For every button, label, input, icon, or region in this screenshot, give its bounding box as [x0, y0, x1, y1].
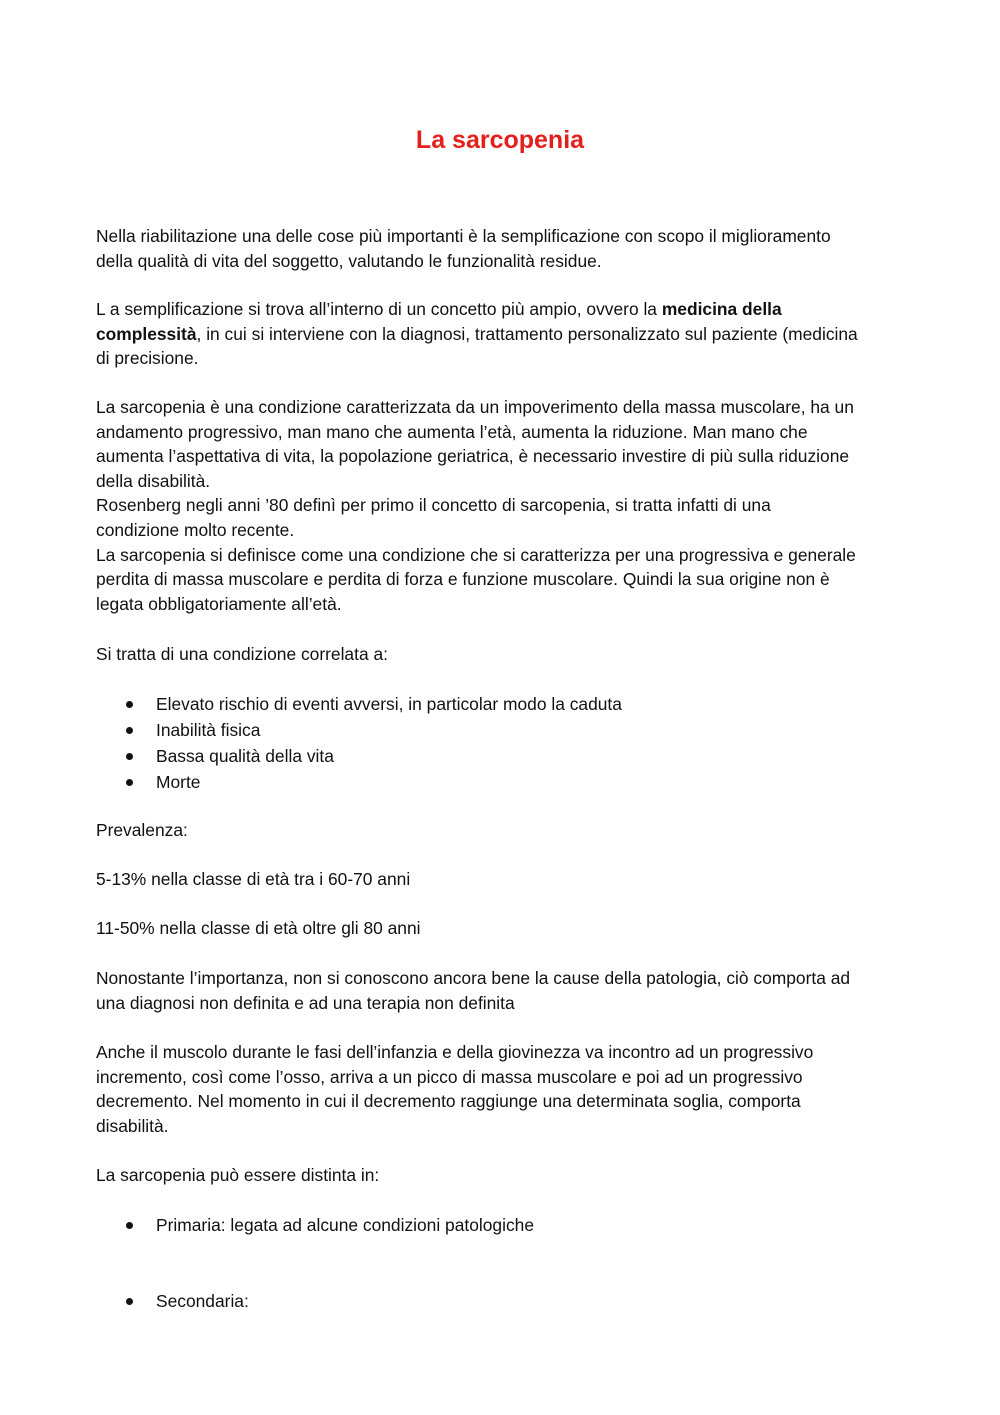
text-line: La sarcopenia è una condizione caratterizzata da un impoverimento della massa muscolare, ha un — [96, 397, 854, 417]
text-line: condizione molto recente. — [96, 519, 295, 540]
text-line: perdita di massa muscolare e perdita di forza e funzione muscolare. Quindi la sua origine non è — [96, 569, 830, 590]
list-item — [96, 718, 908, 743]
paragraph-definizione — [96, 395, 908, 616]
list-item-text: Secondaria: — [156, 1291, 249, 1311]
text-line: legata obbligatoriamente all’età. — [96, 593, 342, 614]
paragraph-muscolo — [96, 1040, 908, 1138]
bullet-icon — [126, 1298, 133, 1305]
list-item-text: Elevato rischio di eventi avversi, in particolar modo la caduta — [156, 694, 622, 714]
text-line: di precisione. — [96, 348, 199, 369]
bullet-icon — [126, 779, 133, 786]
text-line: Rosenberg negli anni ’80 definì per primo il concetto di sarcopenia, si tratta infatti di una — [96, 495, 771, 516]
text-line: della disabilità. — [96, 470, 211, 491]
prevalenza-label: Prevalenza: — [96, 820, 188, 840]
list-item-text: Primaria: legata ad alcune condizioni patologiche — [156, 1215, 535, 1235]
bullet-icon — [126, 753, 133, 760]
list-item — [96, 770, 908, 795]
list-item-text: Inabilità fisica — [156, 720, 261, 740]
prevalenza-line: 5-13% nella classe di età tra i 60-70 anni — [96, 869, 411, 889]
list-item — [96, 692, 908, 717]
text-line: decremento. Nel momento in cui il decremento raggiunge una determinata soglia, comporta — [96, 1091, 801, 1112]
text-line: Nonostante l’importanza, non si conoscono ancora bene la cause della patologia, ciò comporta ad — [96, 968, 851, 988]
text-line: incremento, così come l’osso, arriva a un picco di massa muscolare e poi ad un progressivo — [96, 1066, 803, 1087]
correlata-intro: Si tratta di una condizione correlata a: — [96, 644, 388, 664]
bullet-icon — [126, 727, 133, 734]
text-line: complessità, in cui si interviene con la diagnosi, trattamento personalizzato sul paziente (medicina — [96, 323, 858, 344]
paragraph-complessita — [96, 297, 908, 371]
page-title: La sarcopenia — [415, 126, 585, 154]
list-item — [96, 744, 908, 769]
bold-term: medicina della — [661, 299, 782, 319]
bold-term: complessità — [96, 323, 197, 344]
bullet-icon — [126, 1222, 133, 1229]
text-line: La sarcopenia si definisce come una condizione che si caratterizza per una progressiva e generale — [96, 544, 856, 565]
text-line: Nella riabilitazione una delle cose più importanti è la semplificazione con scopo il miglioramento — [96, 226, 831, 246]
list-item — [96, 1289, 908, 1314]
list-item-text: Morte — [156, 772, 201, 792]
bullet-icon — [126, 701, 133, 708]
prevalenza-line: 11-50% nella classe di età oltre gli 80 anni — [96, 918, 421, 938]
distinta-intro: La sarcopenia può essere distinta in: — [96, 1165, 380, 1185]
text-line: una diagnosi non definita e ad una terapia non definita — [96, 992, 515, 1013]
text-line: Anche il muscolo durante le fasi dell’infanzia e della giovinezza va incontro ad un progressivo — [96, 1042, 814, 1062]
paragraph-cause — [96, 966, 908, 1015]
list-item-text: Bassa qualità della vita — [156, 746, 334, 766]
text-line: disabilità. — [96, 1115, 169, 1136]
text-line: L a semplificazione si trova all’interno di un concetto più ampio, ovvero la medicina della — [96, 299, 782, 319]
text-line: andamento progressivo, man mano che aumenta l’età, aumenta la riduzione. Man mano che — [96, 421, 808, 442]
list-item — [96, 1213, 908, 1238]
text-line: della qualità di vita del soggetto, valutando le funzionalità residue. — [96, 250, 602, 271]
text-line: aumenta l’aspettativa di vita, la popolazione geriatrica, è necessario investire di più sulla riduzione — [96, 446, 850, 467]
paragraph-intro — [96, 224, 908, 273]
